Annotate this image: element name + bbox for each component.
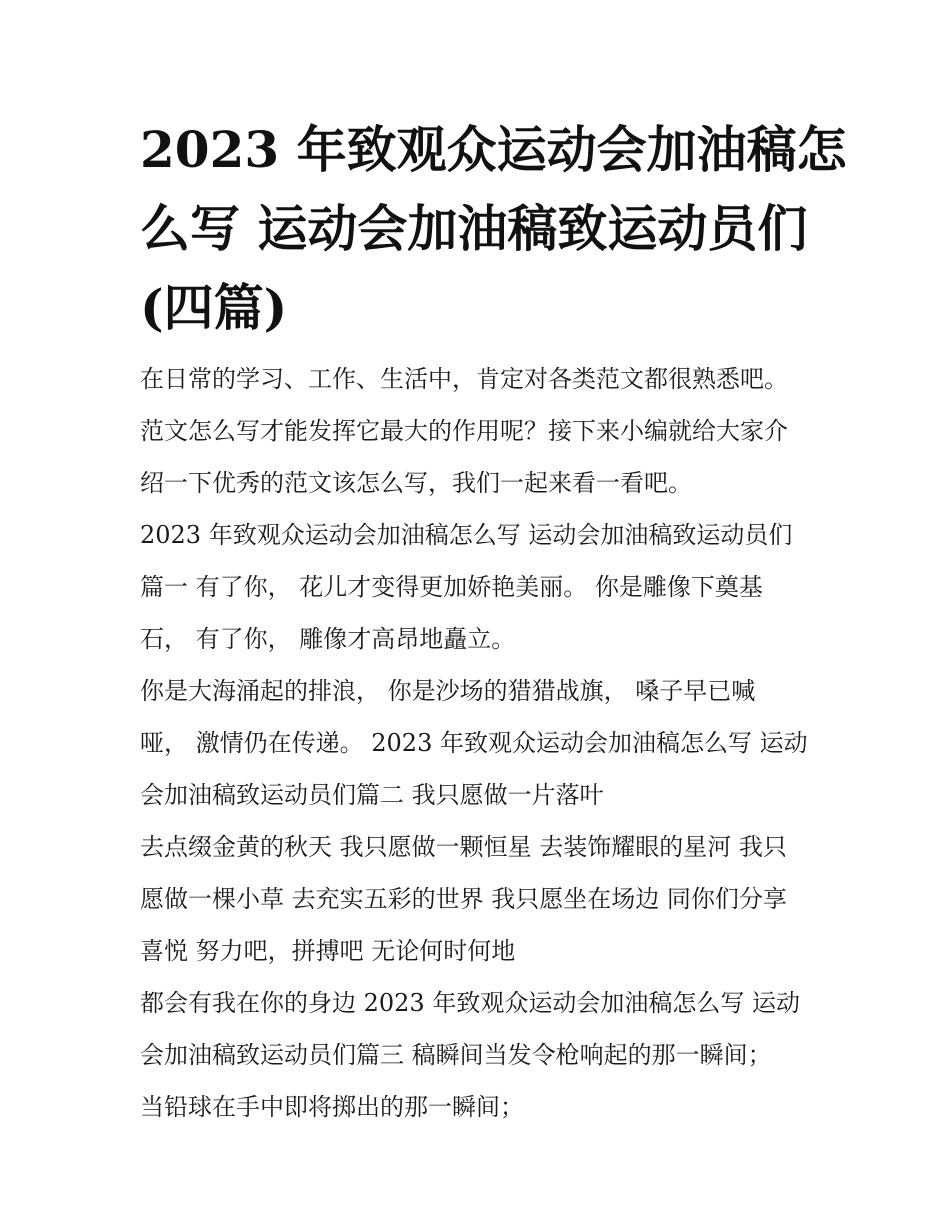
text-line: 当铅球在手中即将掷出的那一瞬间； bbox=[140, 1093, 524, 1121]
text-line: 都会有我在你的身边 2023 年致观众运动会加油稿怎么写 运动 bbox=[140, 989, 800, 1017]
text-line: 你是大海涌起的排浪， 你是沙场的猎猎战旗， 嗓子早已喊 bbox=[140, 677, 756, 705]
text-line: 在日常的学习、工作、生活中，肯定对各类范文都很熟悉吧。 bbox=[140, 365, 788, 393]
text-line: 石， 有了你， 雕像才高昂地矗立。 bbox=[140, 625, 516, 653]
paragraph-section-two bbox=[140, 821, 812, 977]
document-title bbox=[140, 110, 847, 347]
paragraph-intro bbox=[140, 353, 812, 509]
paragraph-section-three bbox=[140, 977, 812, 1133]
text-line: 去点缀金黄的秋天 我只愿做一颗恒星 去装饰耀眼的星河 我只 bbox=[140, 833, 787, 861]
text-line: 篇一 有了你， 花儿才变得更加娇艳美丽。 你是雕像下奠基 bbox=[140, 573, 763, 601]
document-body bbox=[140, 353, 812, 1133]
text-line: 绍一下优秀的范文该怎么写，我们一起来看一看吧。 bbox=[140, 469, 692, 497]
text-line: 2023 年致观众运动会加油稿怎么写 运动会加油稿致运动员们 bbox=[140, 521, 793, 549]
text-line: 会加油稿致运动员们篇二 我只愿做一片落叶 bbox=[140, 781, 604, 809]
document-page bbox=[140, 110, 847, 1133]
text-line: 哑， 激情仍在传递。 2023 年致观众运动会加油稿怎么写 运动 bbox=[140, 729, 808, 757]
text-line: 范文怎么写才能发挥它最大的作用呢？接下来小编就给大家介 bbox=[140, 417, 788, 445]
title-line: 么写 运动会加油稿致运动员们 bbox=[140, 199, 808, 258]
text-line: 愿做一棵小草 去充实五彩的世界 我只愿坐在场边 同你们分享 bbox=[140, 885, 787, 913]
title-line: 2023 年致观众运动会加油稿怎 bbox=[140, 120, 847, 179]
text-line: 会加油稿致运动员们篇三 稿瞬间当发令枪响起的那一瞬间； bbox=[140, 1041, 772, 1069]
paragraph-section-one-cont bbox=[140, 665, 812, 821]
paragraph-section-one bbox=[140, 509, 812, 665]
title-line: (四篇) bbox=[140, 278, 288, 337]
text-line: 喜悦 努力吧，拼搏吧 无论何时何地 bbox=[140, 937, 516, 965]
